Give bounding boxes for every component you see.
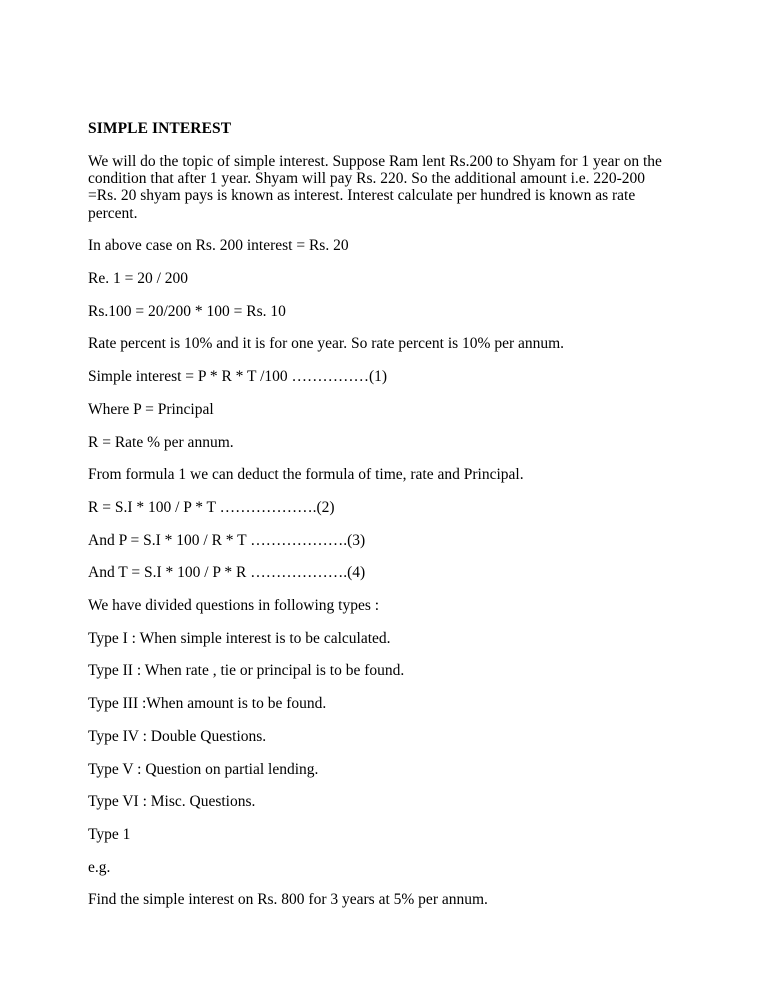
paragraph-deduct-formula: From formula 1 we can deduct the formula of time, rate and Principal.: [88, 466, 524, 484]
formula-simple-interest: Simple interest = P * R * T /100 ……………(1): [88, 368, 388, 386]
page-title: SIMPLE INTEREST: [88, 120, 232, 137]
document-body: [88, 120, 668, 909]
paragraph-rate-percent: Rate percent is 10% and it is for one year. So rate percent is 10% per annum.: [88, 335, 565, 353]
paragraph-rupee-one: Re. 1 = 20 / 200: [88, 270, 189, 288]
example-label: e.g.: [88, 858, 111, 876]
definition-rate: R = Rate % per annum.: [88, 433, 234, 451]
example-question: Find the simple interest on Rs. 800 for 3 years at 5% per annum.: [88, 891, 488, 909]
paragraph-intro: We will do the topic of simple interest. Suppose Ram lent Rs.200 to Shyam for 1 year on the condition that after 1 year. Shyam will pay Rs. 220. So the additional amount i.e. 220-200 =Rs. 20 shyam pays is known as interest. Interest calculate per hundred is known as rate percent.: [88, 153, 666, 222]
paragraph-rupee-hundred: Rs.100 = 20/200 * 100 = Rs. 10: [88, 302, 286, 320]
section-heading-type-1: Type 1: [88, 825, 131, 843]
question-type-6: Type VI : Misc. Questions.: [88, 793, 256, 811]
question-type-4: Type IV : Double Questions.: [88, 727, 267, 745]
formula-principal: And P = S.I * 100 / R * T ……………….(3): [88, 531, 366, 549]
definition-principal: Where P = Principal: [88, 400, 214, 418]
paragraph-interest-example: In above case on Rs. 200 interest = Rs. 20: [88, 237, 349, 255]
question-type-2: Type II : When rate , tie or principal is to be found.: [88, 662, 405, 680]
question-type-5: Type V : Question on partial lending.: [88, 760, 319, 778]
formula-rate: R = S.I * 100 / P * T ……………….(2): [88, 498, 335, 516]
formula-time: And T = S.I * 100 / P * R ……………….(4): [88, 564, 366, 582]
question-type-3: Type III :When amount is to be found.: [88, 695, 327, 713]
paragraph-question-types-intro: We have divided questions in following types :: [88, 597, 380, 615]
question-type-1: Type I : When simple interest is to be calculated.: [88, 629, 391, 647]
